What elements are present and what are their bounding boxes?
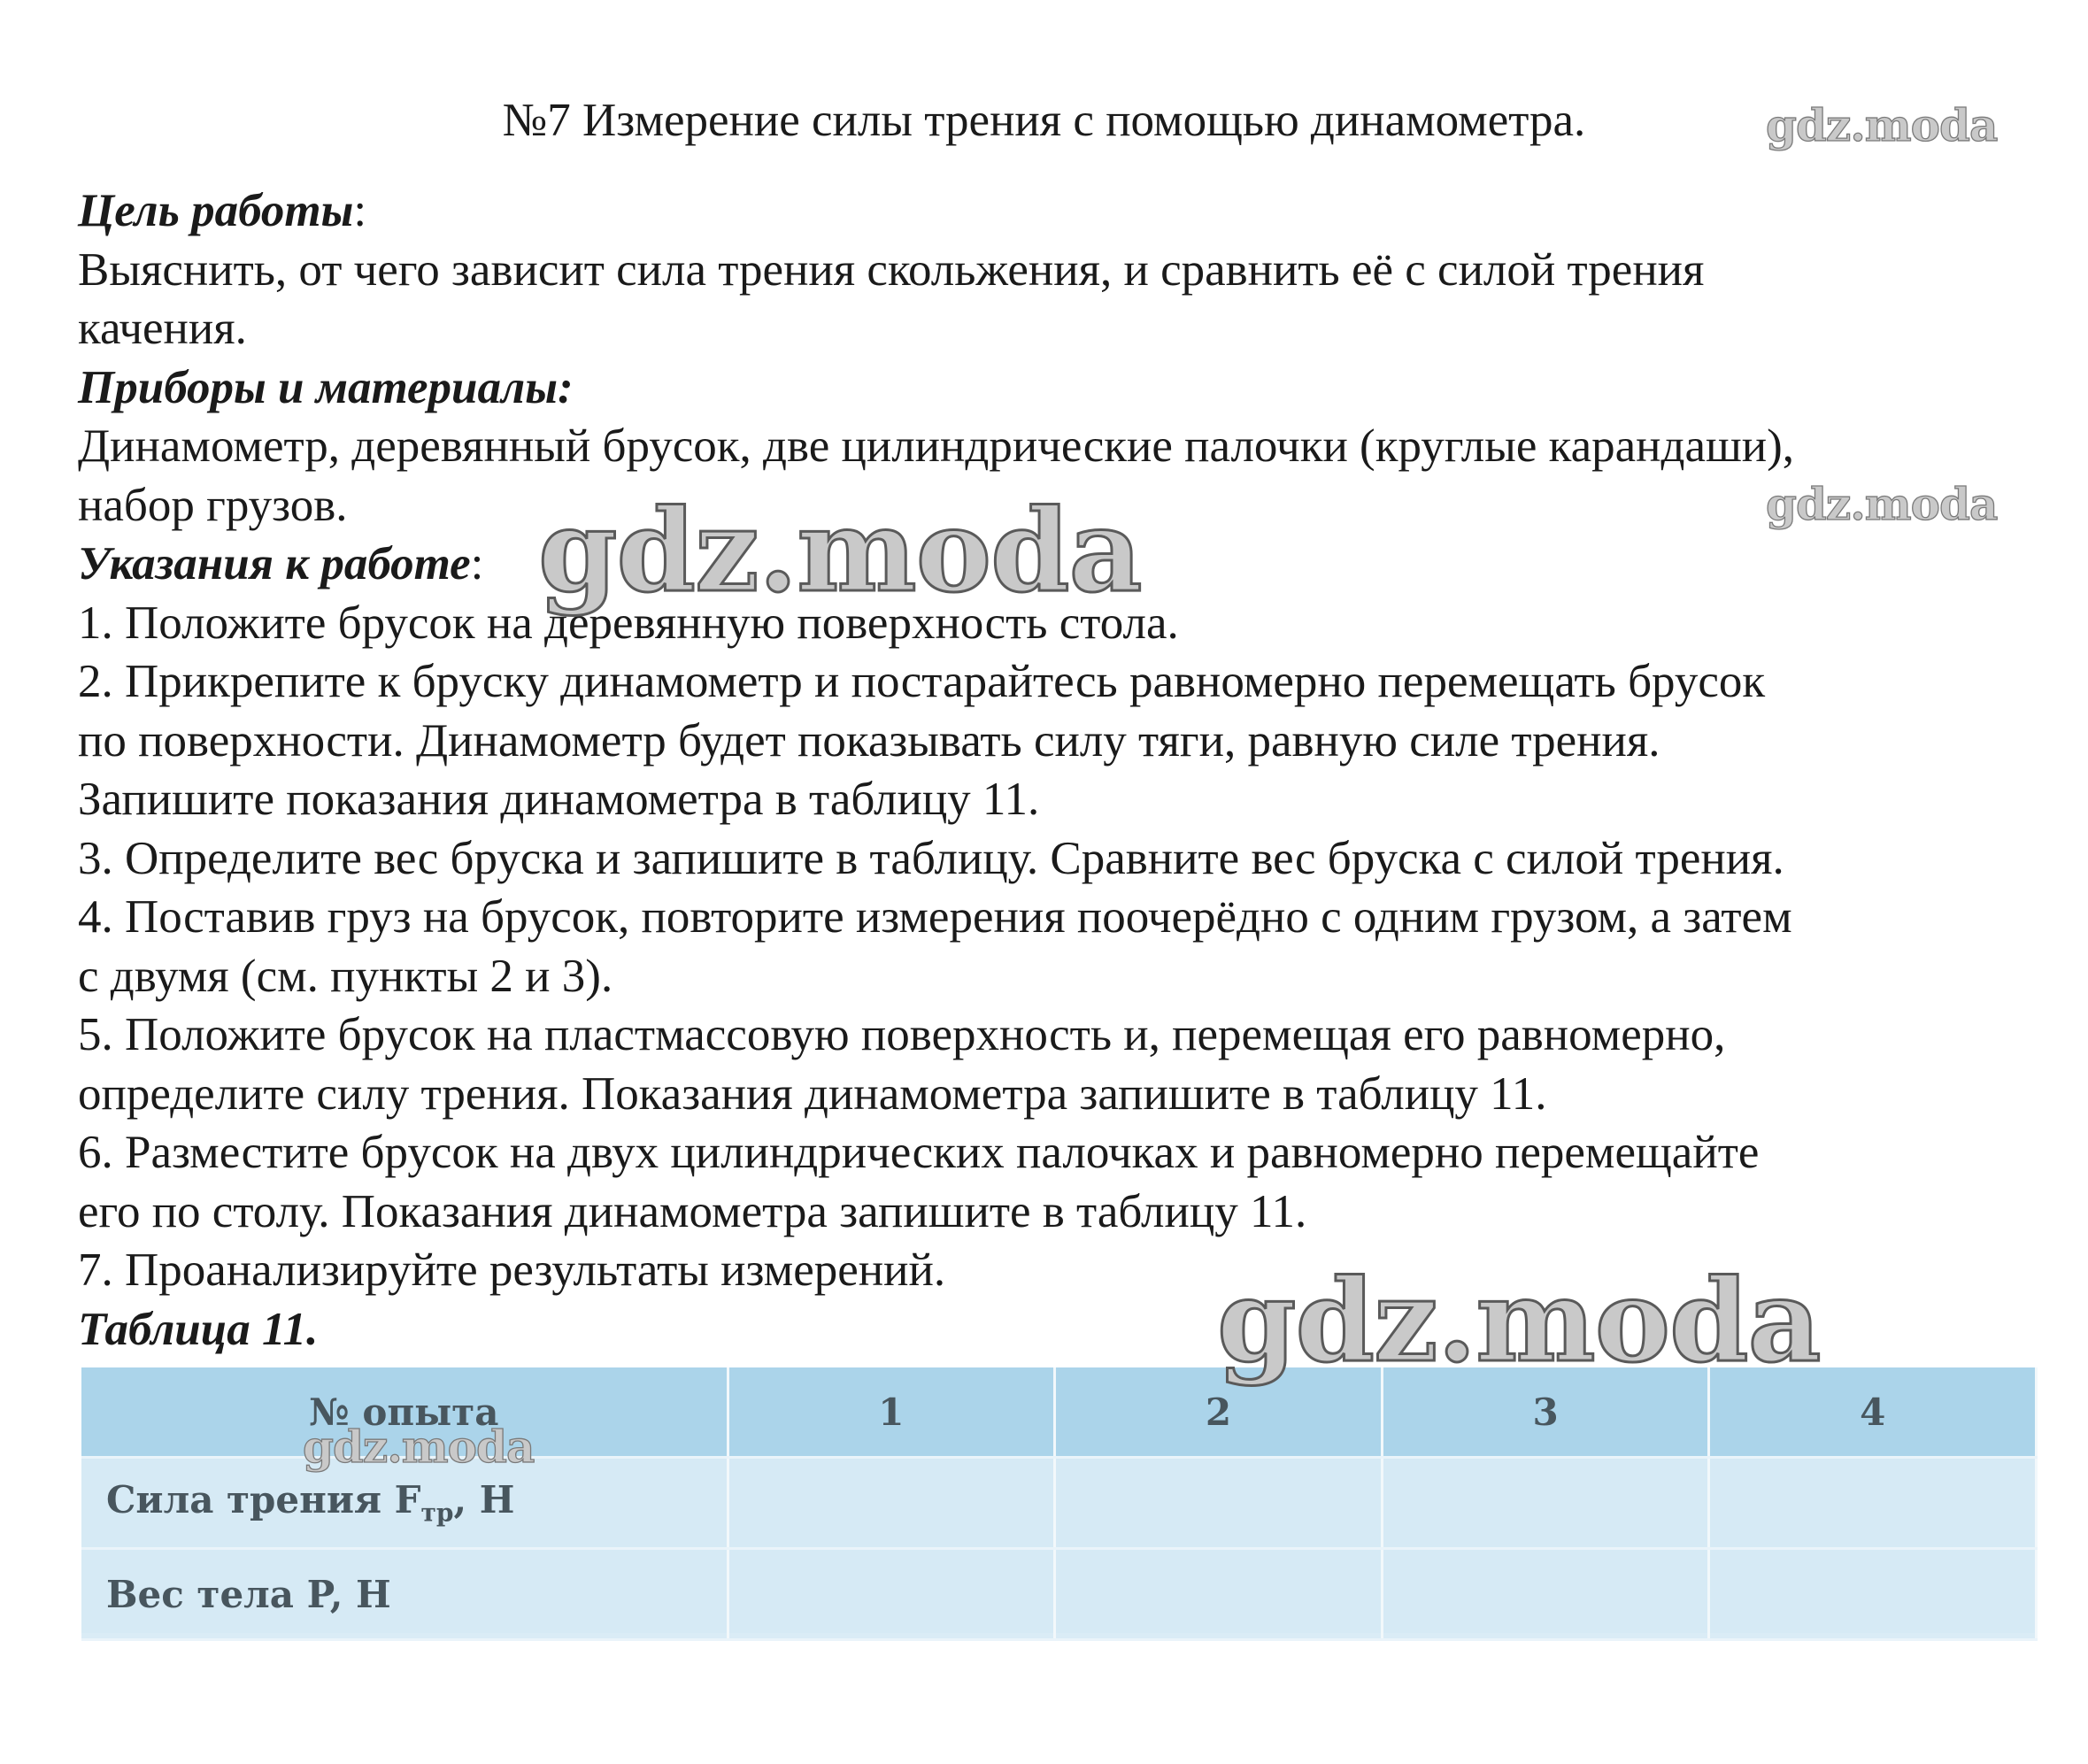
table-cell [1055, 1458, 1383, 1549]
watermark-logo: gdz.moda [1217, 1255, 1821, 1388]
instruction-line: 2. Прикрепите к бруску динамометр и постарайтесь равномерно перемещать брусок [78, 656, 1766, 707]
watermark-logo: gdz.moda [1766, 478, 1998, 530]
table-header-cell: 3 [1382, 1367, 1709, 1458]
materials-line-1: Динамометр, деревянный брусок, две цилиндрические палочки (круглые карандаши), [78, 420, 1795, 472]
document-body [78, 181, 2052, 1359]
goal-heading-suffix: : [353, 185, 367, 236]
goal-heading-line [78, 181, 2052, 241]
table-header-cell: 2 [1055, 1367, 1383, 1458]
watermark-logo: gdz.moda [1766, 99, 1998, 151]
table-header-cell: 4 [1709, 1367, 2037, 1458]
table-cell [728, 1458, 1055, 1549]
instruction-line: определите силу трения. Показания динамометра запишите в таблицу 11. [78, 1067, 1547, 1120]
table-row [81, 1549, 2037, 1640]
table-cell [1382, 1549, 1709, 1640]
instruction-line: с двумя (см. пункты 2 и 3). [78, 950, 613, 1002]
table-heading: Таблица 11. [78, 1303, 319, 1355]
friction-force-unit: , Н [453, 1478, 515, 1522]
materials-line-2: набор грузов. [78, 479, 348, 531]
goal-text-line-2: качения. [78, 303, 247, 354]
instruction-line: 1. Положите брусок на деревянную поверхность стола. [78, 597, 1179, 649]
instruction-line: его по столу. Показания динамометра запишите в таблицу 11. [78, 1185, 1307, 1237]
instruction-line: 5. Положите брусок на пластмассовую поверхность и, перемещая его равномерно, [78, 1009, 1726, 1060]
instruction-line: 4. Поставив груз на брусок, повторите измерения поочерёдно с одним грузом, а затем [78, 891, 1792, 943]
instruction-line: 3. Определите вес бруска и запишите в таблицу. Сравните вес бруска с силой трения. [78, 832, 1784, 884]
instructions-heading: Указания к работе [78, 538, 471, 589]
table-header-cell: 1 [728, 1367, 1055, 1458]
watermark-logo: gdz.moda [303, 1421, 535, 1473]
table-header-cell: № опыта [81, 1367, 728, 1458]
table-cell [1709, 1458, 2037, 1549]
goal-heading: Цель работы [78, 185, 354, 236]
instruction-line: 6. Разместите брусок на двух цилиндрических палочках и равномерно перемещайте [78, 1127, 1760, 1178]
table-cell [1055, 1549, 1383, 1640]
friction-force-subscript: тр [420, 1498, 454, 1528]
table-cell [728, 1549, 1055, 1640]
materials-heading: Приборы и материалы: [78, 361, 574, 413]
instruction-line: по поверхности. Динамометр будет показывать силу тяги, равную силе трения. [78, 714, 1660, 766]
table-cell [1709, 1549, 2037, 1640]
results-table [81, 1367, 2038, 1633]
page-title: №7 Измерение силы трения с помощью динамометра. [502, 95, 1586, 146]
goal-text-line-1: Выяснить, от чего зависит сила трения скольжения, и сравнить её с силой трения [78, 243, 1705, 296]
friction-force-text: Сила трения F [106, 1478, 421, 1522]
table-cell [1382, 1458, 1709, 1549]
watermark-logo: gdz.moda [538, 485, 1142, 618]
instruction-line: Запишите показания динамометра в таблицу 11. [78, 774, 1040, 825]
body-weight-label: Вес тела P, Н [81, 1549, 728, 1640]
instruction-line: 7. Проанализируйте результаты измерений. [78, 1244, 946, 1296]
instructions-heading-suffix: : [470, 538, 484, 589]
